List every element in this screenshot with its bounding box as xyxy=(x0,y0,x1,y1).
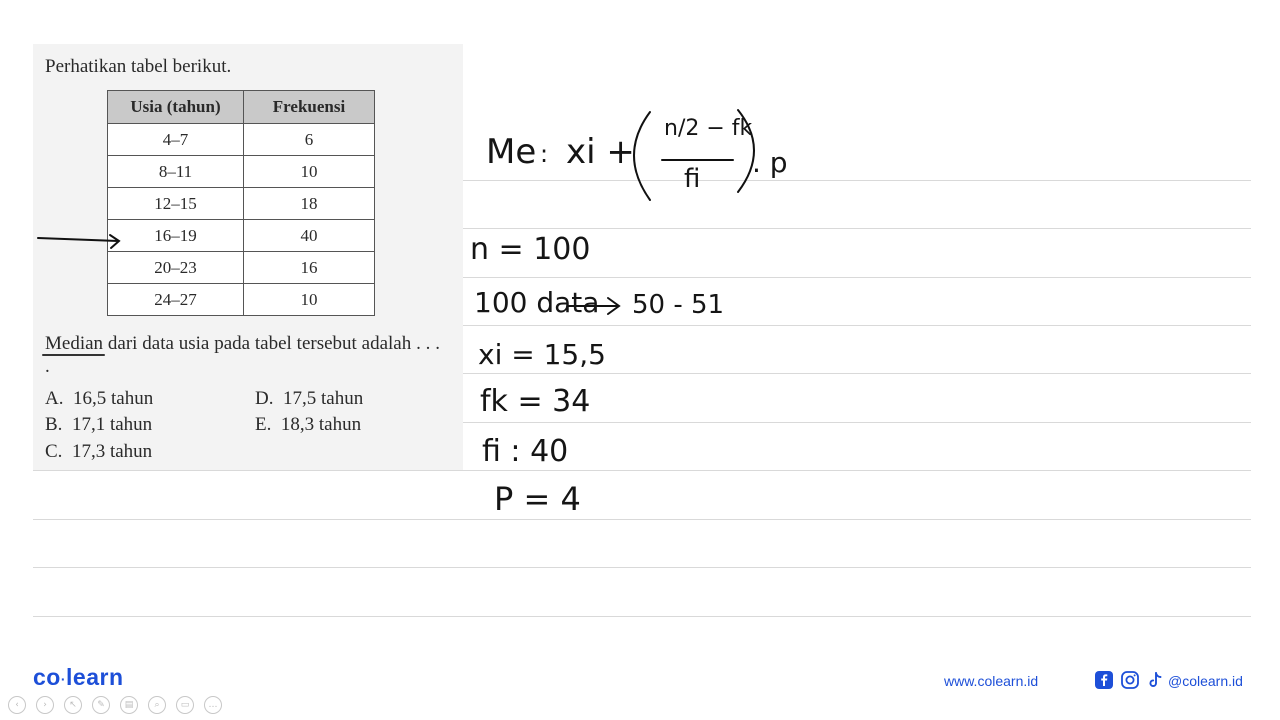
pen-icon[interactable]: ✎ xyxy=(92,696,110,714)
colearn-logo: co·learn xyxy=(33,664,124,690)
cell-frequency: 16 xyxy=(244,252,375,284)
next-icon[interactable]: › xyxy=(36,696,54,714)
formula-xi: xi + xyxy=(566,132,635,172)
underlined-word: Median xyxy=(45,333,104,354)
step-fi: fi : 40 xyxy=(482,434,569,469)
cell-age: 8–11 xyxy=(108,156,244,188)
cell-frequency: 6 xyxy=(244,124,375,156)
option-b: B. 17,1 tahun xyxy=(45,414,153,435)
step-p: P = 4 xyxy=(494,480,581,518)
cell-frequency: 40 xyxy=(244,220,375,252)
cell-age: 12–15 xyxy=(108,188,244,220)
cell-frequency: 18 xyxy=(244,188,375,220)
option-d: D. 17,5 tahun xyxy=(255,388,364,409)
cell-age: 20–23 xyxy=(108,252,244,284)
instagram-icon[interactable] xyxy=(1120,670,1140,690)
header-frequency: Frekuensi xyxy=(244,91,375,124)
left-paren-stroke xyxy=(634,112,650,200)
more-icon[interactable]: … xyxy=(204,696,222,714)
cell-age: 16–19 xyxy=(108,220,244,252)
cell-frequency: 10 xyxy=(244,156,375,188)
step-n: n = 100 xyxy=(470,232,591,267)
formula-denominator: fi xyxy=(684,164,701,194)
question-intro: Perhatikan tabel berikut. xyxy=(45,56,232,77)
cell-frequency: 10 xyxy=(244,284,375,316)
step-data-range: 50 - 51 xyxy=(632,290,725,320)
step-data: 100 data xyxy=(474,286,600,319)
step-fk: fk = 34 xyxy=(480,384,591,419)
header-age: Usia (tahun) xyxy=(108,91,244,124)
social-handle[interactable]: @colearn.id xyxy=(1168,673,1243,689)
facebook-icon[interactable] xyxy=(1094,670,1114,690)
prev-icon[interactable]: ‹ xyxy=(8,696,26,714)
formula-equals: : xyxy=(540,140,549,168)
option-a: A. 16,5 tahun xyxy=(45,388,154,409)
tiktok-icon[interactable] xyxy=(1145,670,1165,690)
formula-p: . p xyxy=(752,146,788,179)
pointer-arrow-icon xyxy=(38,235,119,248)
cell-age: 4–7 xyxy=(108,124,244,156)
step-xi: xi = 15,5 xyxy=(478,338,606,371)
pointer-icon[interactable]: ↖ xyxy=(64,696,82,714)
zoom-icon[interactable]: ⌕ xyxy=(148,696,166,714)
question-text-rest: dari data usia pada tabel tersebut adalah . . . . xyxy=(45,333,440,377)
cell-age: 24–27 xyxy=(108,284,244,316)
formula-numerator: n/2 − fk xyxy=(664,116,753,141)
screen-icon[interactable]: ▭ xyxy=(176,696,194,714)
option-c: C. 17,3 tahun xyxy=(45,441,153,462)
layers-icon[interactable]: ▤ xyxy=(120,696,138,714)
website-link[interactable]: www.colearn.id xyxy=(944,673,1039,689)
formula-lhs: Me xyxy=(486,132,537,172)
option-e: E. 18,3 tahun xyxy=(255,414,362,435)
